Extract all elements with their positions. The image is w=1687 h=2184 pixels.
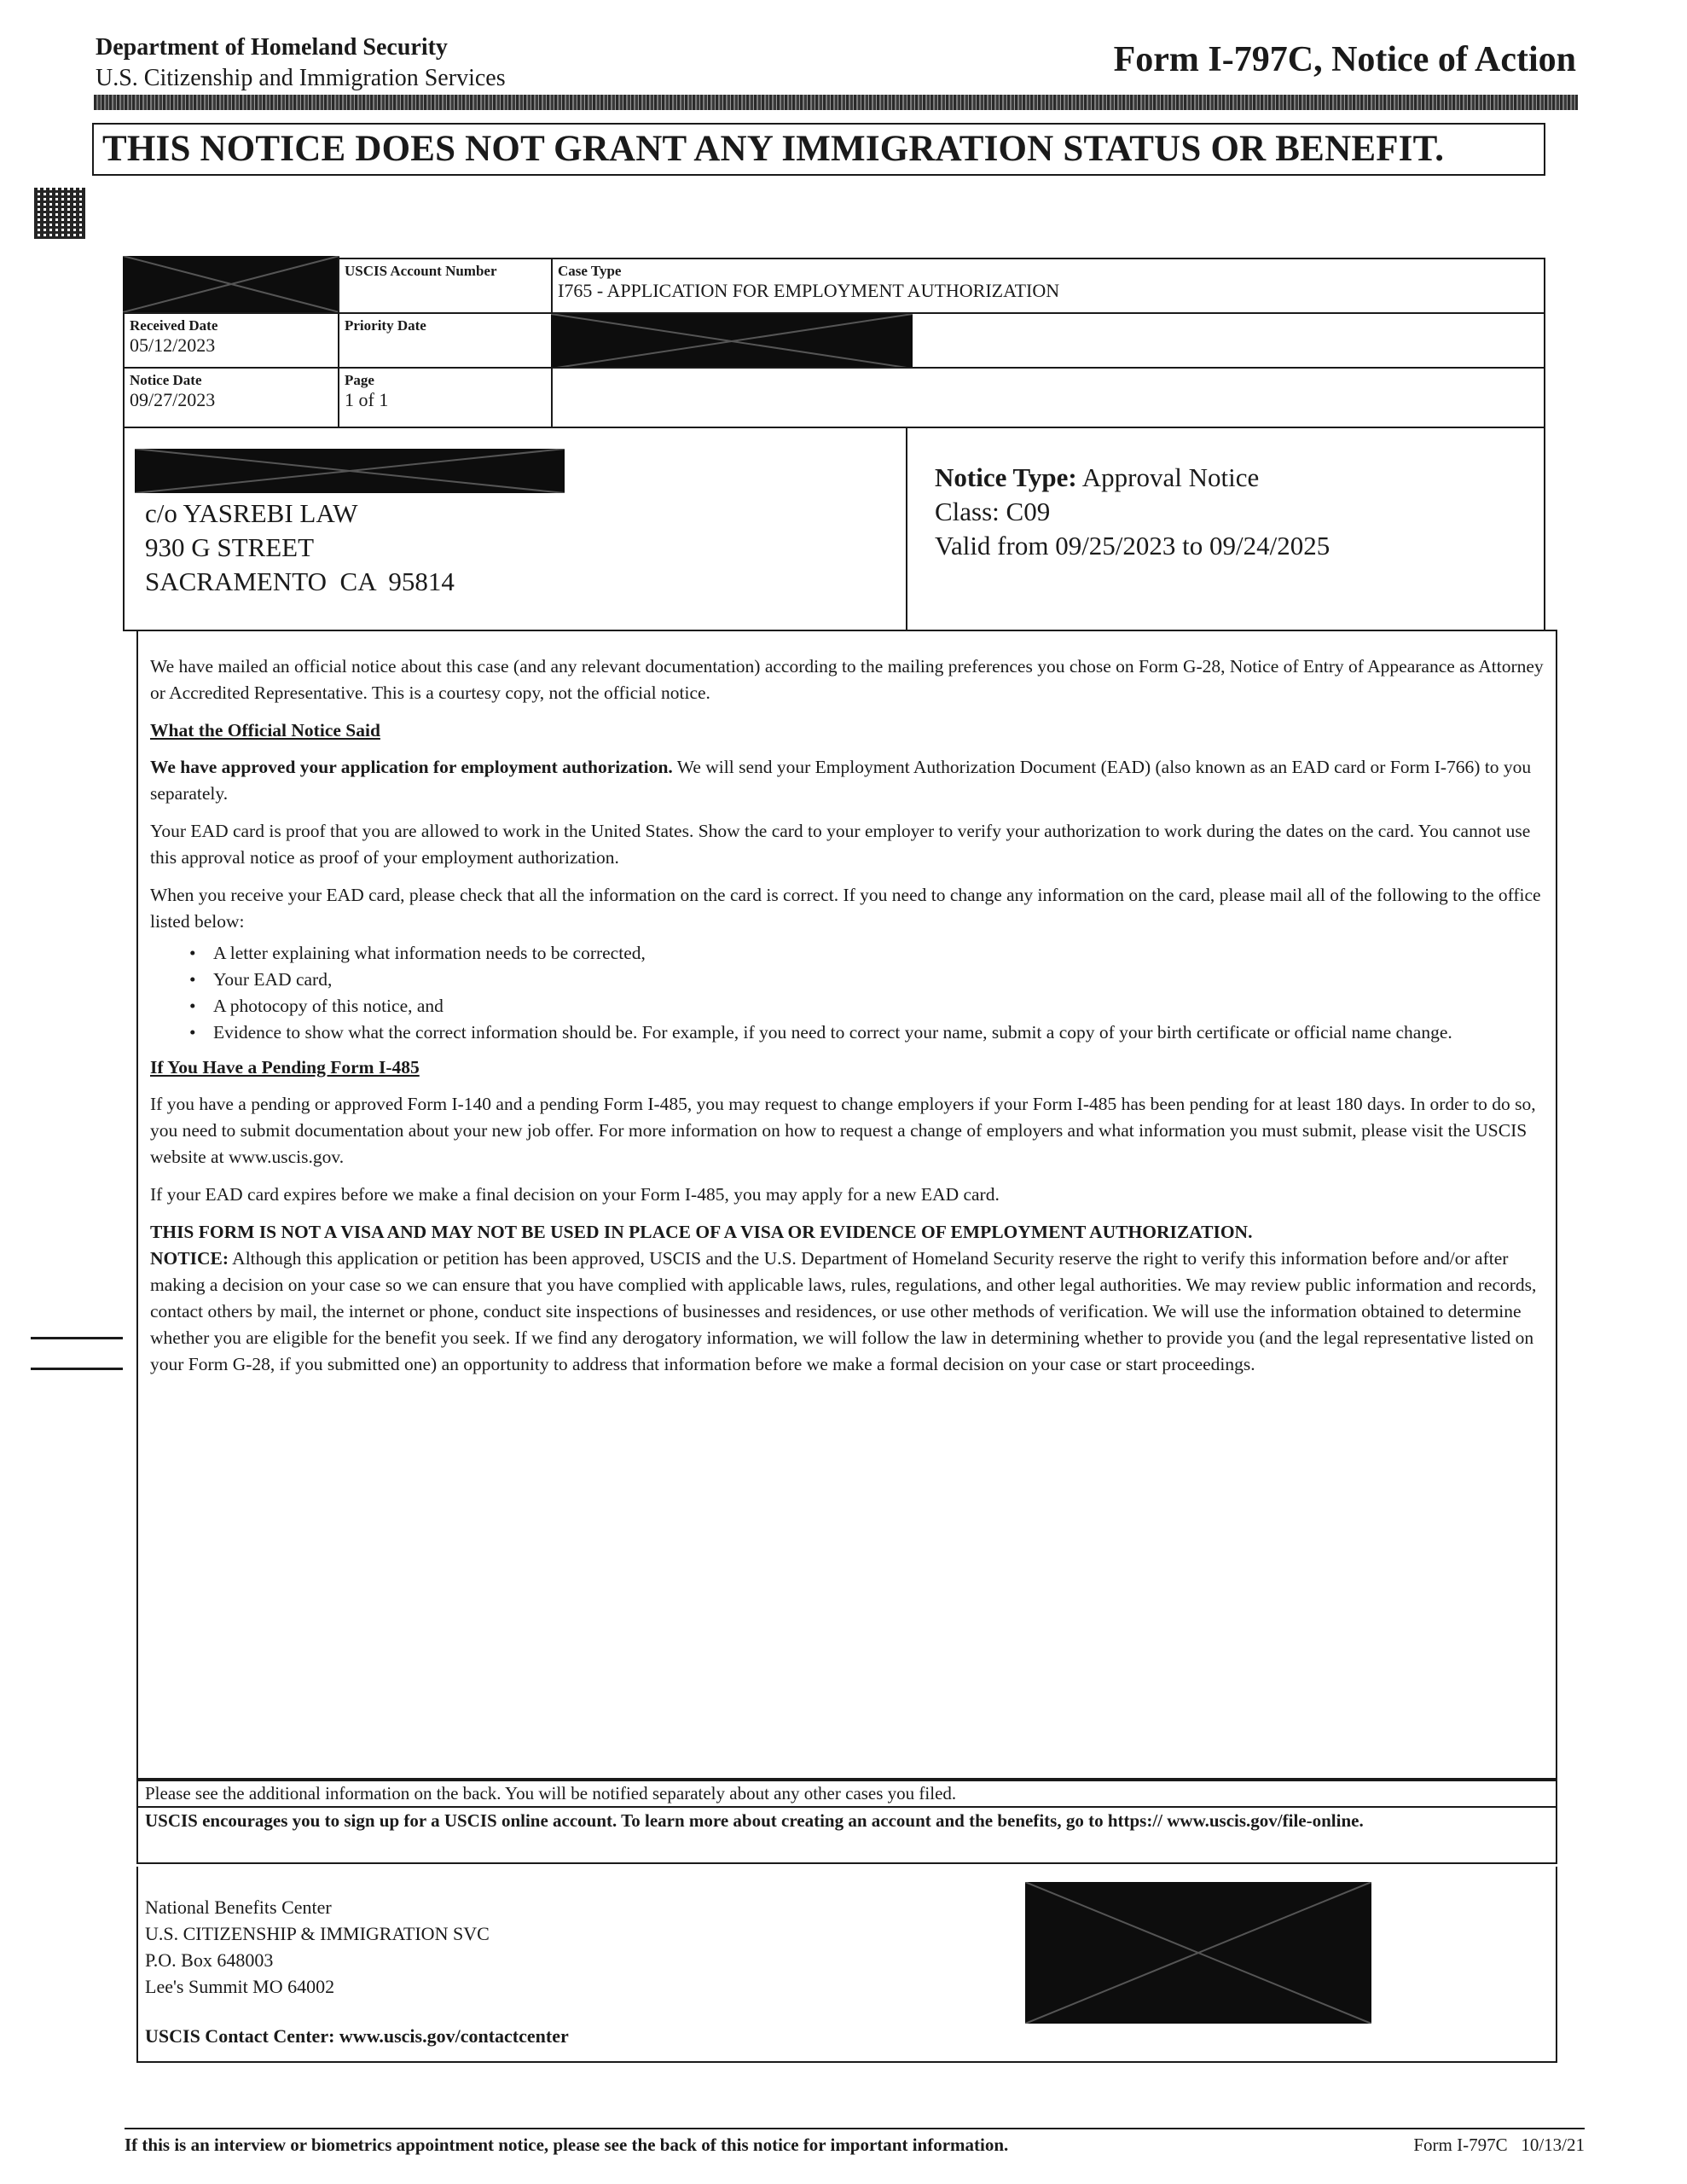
notice-date-value: 09/27/2023 xyxy=(130,389,216,410)
received-date-label: Received Date xyxy=(130,317,218,334)
notice-details xyxy=(935,461,1330,563)
redacted-box xyxy=(135,449,565,493)
page-label: Page xyxy=(345,372,374,388)
redacted-box xyxy=(123,256,339,312)
header-bar xyxy=(94,95,1578,110)
list-item: • Evidence to show what the correct information should be. For example, if you need to correct your name, submit a copy of your birth certificate or official name change. xyxy=(213,1019,1549,1046)
list-item: • Your EAD card, xyxy=(213,967,1549,993)
received-date-value: 05/12/2023 xyxy=(130,334,216,356)
form-revision: Form I-797C 10/13/21 xyxy=(1413,2135,1585,2155)
ead-proof-paragraph: Your EAD card is proof that you are allowed to work in the United States. Show the card to your employer to verify your authorization to work during the dates on the card. You cannot use this approval notice as proof of your employment authorization. xyxy=(150,821,1531,868)
case-type-value: I765 - APPLICATION FOR EMPLOYMENT AUTHORIZATION xyxy=(558,280,1060,301)
page-value: 1 of 1 xyxy=(345,389,389,410)
contact-center: USCIS Contact Center: www.uscis.gov/contactcenter xyxy=(145,2025,569,2047)
account-number-cell xyxy=(338,258,553,314)
recipient-address xyxy=(145,497,455,599)
recipient-line-1: c/o YASREBI LAW xyxy=(145,498,358,528)
notice-type-value: Approval Notice xyxy=(1081,462,1260,492)
approval-detail: We will send your Employment Authorization Document (EAD) (also known as an EAD card or Form I-766) to you separately. xyxy=(150,757,1532,804)
redacted-box xyxy=(551,314,913,369)
status-banner: THIS NOTICE DOES NOT GRANT ANY IMMIGRATION STATUS OR BENEFIT. xyxy=(92,123,1545,176)
empty-cell xyxy=(551,367,1545,428)
verification-notice xyxy=(150,1246,1549,1378)
notice-date-cell xyxy=(123,367,339,428)
page-cell xyxy=(338,367,553,428)
online-account-note: USCIS encourages you to sign up for a USCIS online account. To learn more about creating an account and the benefits, go to https:// www.uscis.gov/file-online. xyxy=(136,1808,1557,1864)
intro-paragraph: We have mailed an official notice about this case (and any relevant documentation) according to the mailing preferences you chose on Form G-28, Notice of Entry of Appearance as Attorney or Accredited Representative. This is a courtesy copy, not the official notice. xyxy=(150,656,1544,703)
notice-type-label: Notice Type: xyxy=(935,462,1077,492)
department-name: Department of Homeland Security xyxy=(96,34,448,61)
section-heading: If You Have a Pending Form I-485 xyxy=(150,1057,420,1077)
not-a-visa-statement: THIS FORM IS NOT A VISA AND MAY NOT BE USED IN PLACE OF A VISA OR EVIDENCE OF EMPLOYMENT AUTHORIZATION. xyxy=(150,1222,1253,1242)
i485-paragraph: If you have a pending or approved Form I-140 and a pending Form I-485, you may request to change employers if your Form I-485 has been pending for at least 180 days. In order to do so, you need to submit documentation about your new job offer. For more information on how to request a change of employers and what information you must submit, please visit the USCIS website at www.uscis.gov. xyxy=(150,1094,1536,1167)
correction-paragraph: When you receive your EAD card, please check that all the information on the card is correct. If you need to change any information on the card, please mail all of the following to the office listed below: xyxy=(150,885,1541,932)
notice-date-label: Notice Date xyxy=(130,372,202,388)
form-title: Form I-797C, Notice of Action xyxy=(1113,40,1576,79)
received-date-cell xyxy=(123,312,339,369)
priority-date-cell xyxy=(338,312,553,369)
verification-text: Although this application or petition has been approved, USCIS and the U.S. Department of Homeland Security reserve the right to verify this information before and/or after making a decision on your case so we can ensure that you have complied with applicable laws, rules, regulations, and other legal authorities. We may review public information and records, contact others by mail, the internet or phone, conduct site inspections of businesses and residences, or use other methods of verification. We will use the information obtained to determine whether you are eligible for the benefit you seek. If we find any derogatory information, we will follow the law in determining whether to provide you (and the legal representative listed on your Form G-28, if you submitted one) an opportunity to address that information before we make a formal decision on your case or start proceedings. xyxy=(150,1248,1537,1374)
office-line-3: P.O. Box 648003 xyxy=(145,1949,274,1971)
margin-mark xyxy=(31,1337,123,1339)
barcode-icon xyxy=(34,188,85,239)
redacted-box xyxy=(1025,1882,1371,2024)
bottom-divider xyxy=(125,2128,1585,2129)
ead-expiry-paragraph: If your EAD card expires before we make a final decision on your Form I-485, you may apply for a new EAD card. xyxy=(150,1184,1000,1205)
approval-paragraph xyxy=(150,754,1549,807)
margin-mark xyxy=(31,1368,123,1370)
section-heading: What the Official Notice Said xyxy=(150,720,380,741)
additional-info-note: Please see the additional information on the back. You will be notified separately about any other cases you filed. xyxy=(136,1780,1557,1808)
case-type-cell xyxy=(551,258,1545,314)
notice-class: Class: C09 xyxy=(935,497,1051,526)
recipient-line-3: SACRAMENTO CA 95814 xyxy=(145,566,455,596)
notice-type xyxy=(935,461,1330,495)
approval-statement: We have approved your application for employment authorization. xyxy=(150,757,673,777)
account-number-label: USCIS Account Number xyxy=(345,263,497,279)
notice-body xyxy=(150,653,1549,1389)
office-line-2: U.S. CITIZENSHIP & IMMIGRATION SVC xyxy=(145,1923,490,1944)
list-item: • A photocopy of this notice, and xyxy=(213,993,1549,1019)
bottom-note: If this is an interview or biometrics appointment notice, please see the back of this notice for important information. xyxy=(125,2135,1009,2155)
priority-date-label: Priority Date xyxy=(345,317,426,334)
notice-validity: Valid from 09/25/2023 to 09/24/2025 xyxy=(935,531,1330,561)
notice-label: NOTICE: xyxy=(150,1248,229,1269)
office-line-1: National Benefits Center xyxy=(145,1896,332,1918)
service-center-address xyxy=(145,1894,490,2000)
list-item: • A letter explaining what information needs to be corrected, xyxy=(213,940,1549,967)
case-type-label: Case Type xyxy=(558,263,622,279)
recipient-line-2: 930 G STREET xyxy=(145,532,315,562)
agency-name: U.S. Citizenship and Immigration Services xyxy=(96,65,506,91)
footer-notes xyxy=(136,1780,1557,1864)
correction-list xyxy=(213,940,1549,1046)
office-line-4: Lee's Summit MO 64002 xyxy=(145,1976,335,1997)
